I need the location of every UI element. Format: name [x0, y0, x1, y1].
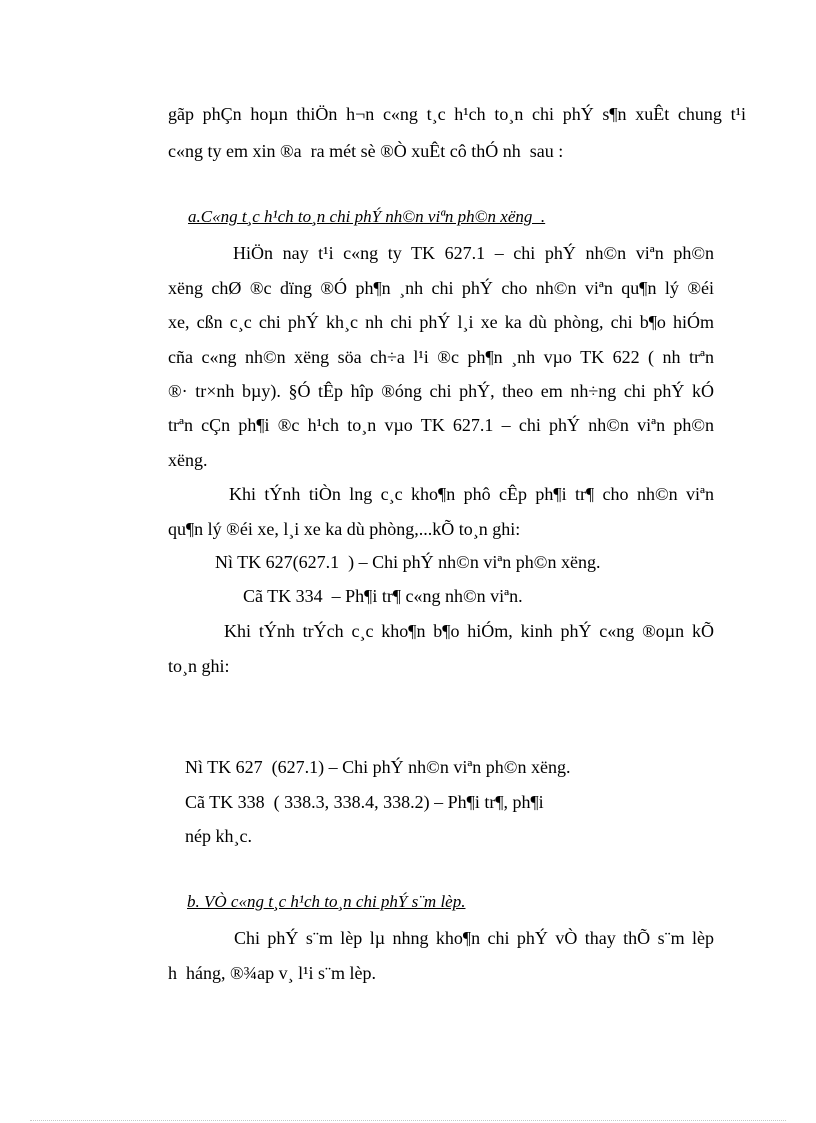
journal-entry-credit: Cã TK 338 ( 338.3, 338.4, 338.2) – Ph¶i tr¶, ph¶i	[185, 792, 544, 812]
journal-entry-debit: Nì TK 627(627.1 ) – Chi phÝ nh©n viªn ph©n xëng.	[215, 552, 601, 572]
section-heading-b: b. VÒ c«ng t¸c h¹ch to¸n chi phÝ s¨m lèp.	[187, 892, 466, 911]
paragraph-line: Khi tÝnh tiÒn lng c¸c kho¶n phô cÊp ph¶i tr¶ cho nh©n viªn	[229, 484, 714, 504]
paragraph-line: xe, cßn c¸c chi phÝ kh¸c nh chi phÝ l¸i xe ka dù phòng, chi b¶o hiÓm	[168, 312, 714, 332]
journal-entry-credit-cont: nép kh¸c.	[185, 826, 252, 846]
paragraph-line: xëng chØ ®c dïng ®Ó ph¶n ¸nh chi phÝ cho nh©n viªn qu¶n lý ®éi	[168, 278, 714, 298]
journal-entry-credit: Cã TK 334 – Ph¶i tr¶ c«ng nh©n viªn.	[243, 586, 523, 606]
paragraph-line: h háng, ®¾ap v¸ l¹i s¨m lèp.	[168, 963, 377, 983]
page-bottom-divider	[30, 1120, 786, 1121]
paragraph-line: to¸n ghi:	[168, 656, 230, 676]
paragraph-line: xëng.	[168, 450, 208, 470]
paragraph-line: c«ng ty em xin ®a ra mét sè ®Ò xuÊt cô thÓ nh sau :	[168, 141, 564, 161]
paragraph-line: HiÖn nay t¹i c«ng ty TK 627.1 – chi phÝ nh©n viªn ph©n	[233, 243, 714, 263]
paragraph-line: qu¶n lý ®éi xe, l¸i xe ka dù phòng,...kÕ to¸n ghi:	[168, 519, 521, 539]
paragraph-line: cña c«ng nh©n xëng söa ch÷a l¹i ®c ph¶n ¸nh vµo TK 622 ( nh trªn	[168, 347, 714, 367]
paragraph-line: Khi tÝnh trÝch c¸c kho¶n b¶o hiÓm, kinh phÝ c«ng ®oµn kÕ	[224, 621, 714, 641]
section-heading-a: a.C«ng t¸c h¹ch to¸n chi phÝ nh©n viªn ph©n xëng .	[188, 207, 546, 226]
paragraph-line: trªn cÇn ph¶i ®c h¹ch to¸n vµo TK 627.1 – chi phÝ nh©n viªn ph©n	[168, 415, 714, 435]
paragraph-line: Chi phÝ s¨m lèp lµ nhng kho¶n chi phÝ vÒ thay thÕ s¨m lèp	[234, 928, 714, 948]
journal-entry-debit: Nì TK 627 (627.1) – Chi phÝ nh©n viªn ph©n xëng.	[185, 757, 571, 777]
paragraph-line: gãp phÇn hoµn thiÖn h¬n c«ng t¸c h¹ch to¸n chi phÝ s¶n xuÊt chung t¹i	[168, 104, 746, 124]
paragraph-line: ®· tr×nh bµy). §Ó tÊp hîp ®óng chi phÝ, theo em nh÷ng chi phÝ kÓ	[168, 381, 714, 401]
